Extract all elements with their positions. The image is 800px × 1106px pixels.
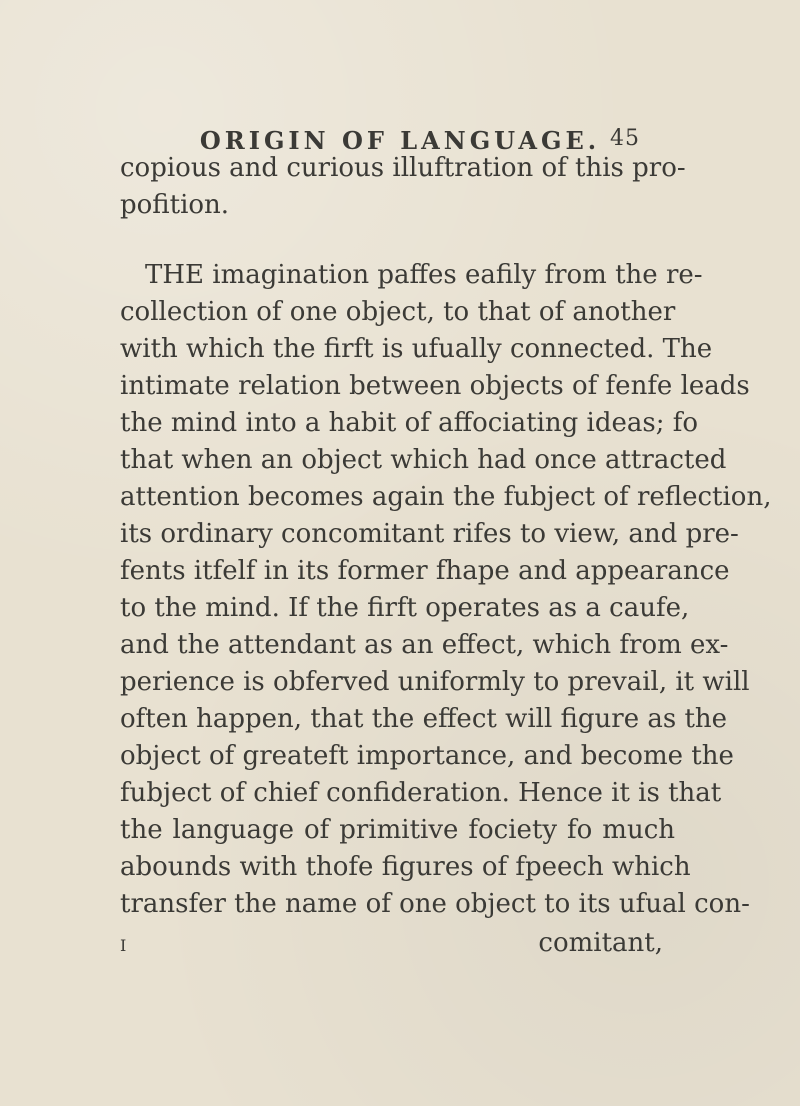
text-line: often happen, that the effect will figure as the [120,704,728,734]
text-line: collection of one object, to that of another [120,297,676,327]
paragraph-gap [120,224,675,257]
text-line: and the attendant as an effect, which from ex- [120,630,729,660]
text-line: the mind into a habit of affociating ideas; fo [120,408,699,438]
text-line: the language of primitive fociety fo much [120,815,675,845]
text-line: copious and curious illuftration of this pro- [120,153,686,183]
signature-mark: I [120,936,128,955]
text-line: that when an object which had once attracted [120,445,727,475]
text-line: its ordinary concomitant rifes to view, and pre- [120,519,739,549]
catchword: comitant, [538,928,663,958]
paragraph-1 [120,150,686,224]
text-line: pofition. [120,190,230,220]
text-line: with which the firft is ufually connected. The [120,334,713,364]
text-line: THE imagination paffes eafily from the re- [145,260,703,290]
text-line: fubject of chief confideration. Hence it is that [120,778,722,808]
page-footer [120,925,675,964]
text-line: perience is obferved uniformly to prevail, it will [120,667,750,697]
text-line: intimate relation between objects of fenfe leads [120,371,750,401]
text-line: fents itfelf in its former fhape and appearance [120,556,730,586]
running-title: ORIGIN OF LANGUAGE. [199,126,601,155]
text-line: abounds with thofe figures of fpeech which [120,852,691,882]
text-line: to the mind. If the firft operates as a caufe, [120,593,690,623]
page-number: 45 [610,126,640,151]
text-line: attention becomes again the fubject of reflection, [120,482,772,512]
body-text [120,150,772,964]
paragraph-2 [120,257,772,923]
text-line: object of greateft importance, and become the [120,741,734,771]
text-line: transfer the name of one object to its ufual con- [120,889,750,919]
